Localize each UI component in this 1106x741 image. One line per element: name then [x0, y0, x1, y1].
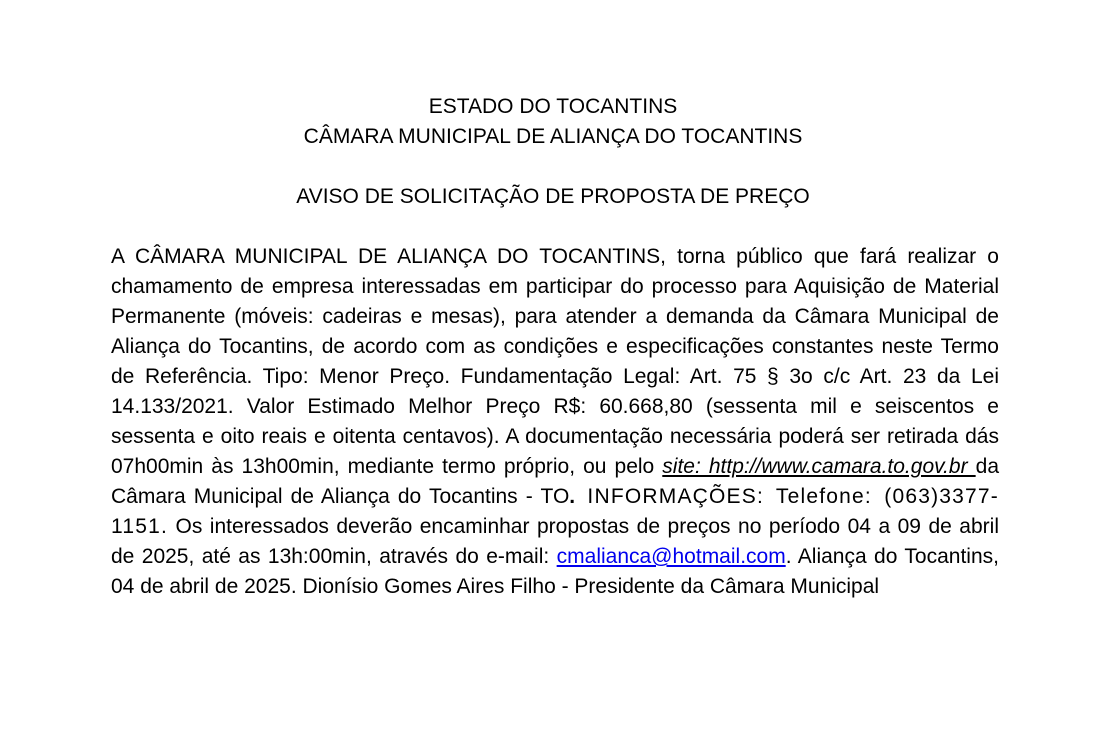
- state-heading: ESTADO DO TOCANTINS: [428, 95, 678, 118]
- email-link[interactable]: cmalianca@hotmail.com: [556, 545, 786, 568]
- notice-body: [111, 242, 999, 602]
- notice-period: .: [569, 485, 576, 508]
- notice-intro-text: A CÂMARA MUNICIPAL DE ALIANÇA DO TOCANTINS, torna público que fará realizar o chamamento de empresa interessadas em participar do processo para Aquisição de Material Permanente (móveis: cadeiras e mesas), para atender a demanda da Câmara Municipal de Aliança do Tocantins, de acordo com as condições e especificações constantes neste Termo de Referência. Tipo: Menor Preço. Fundamentação Legal: Art. 75 § 3o c/c Art. 23 da Lei 14.133/2021. Valor Estimado Melhor Preço R$: 60.668,80 (sessenta mil e seiscentos e sessenta e oito reais e oitenta centavos). A documentação necessária poderá ser retirada dás 07h00min às 13h00min, mediante termo próprio, ou pelo: [111, 245, 999, 478]
- site-link[interactable]: site: http://www.camara.to.gov.br: [662, 455, 976, 478]
- contact-info-text: INFORMAÇÕES: Telefone: (063)3377-1151.: [111, 485, 999, 538]
- notice-after-site-text: da Câmara Municipal de Aliança do Tocantins - TO: [111, 455, 999, 508]
- chamber-heading: CÂMARA MUNICIPAL DE ALIANÇA DO TOCANTINS: [303, 125, 803, 148]
- closing-text: . Aliança do Tocantins, 04 de abril de 2025. Dionísio Gomes Aires Filho - Presidente da Câmara Municipal: [111, 545, 999, 598]
- proposal-instructions-text: Os interessados deverão encaminhar propostas de preços no período 04 a 09 de abril de 2025, até as 13h:00min, através do e-mail:: [111, 515, 999, 568]
- notice-title: AVISO DE SOLICITAÇÃO DE PROPOSTA DE PREÇO: [296, 185, 810, 208]
